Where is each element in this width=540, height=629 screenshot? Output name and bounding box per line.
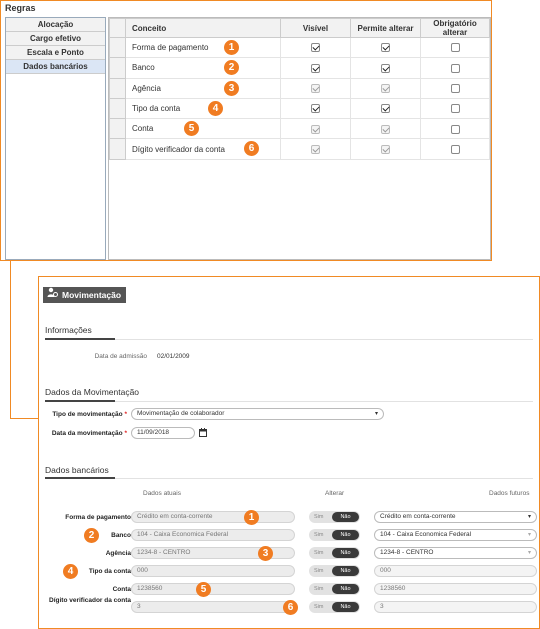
concept-cell xyxy=(126,78,281,98)
concept-cell xyxy=(126,139,281,159)
data-movimentacao-label: Data da movimentação * xyxy=(51,430,127,437)
current-value: 000 xyxy=(137,567,148,574)
obrigatorio-alterar-checkbox[interactable] xyxy=(451,84,460,93)
bank-field-label: Tipo da conta xyxy=(88,568,131,575)
toggle-sim[interactable]: Sim xyxy=(314,514,324,520)
row-number-cell xyxy=(110,58,126,78)
visivel-cell xyxy=(281,58,351,78)
permite-alterar-cell xyxy=(351,78,421,98)
permite-alterar-checkbox xyxy=(381,145,390,154)
section-divider xyxy=(45,478,533,479)
rules-table-row xyxy=(110,58,490,78)
toggle-nao[interactable]: Não xyxy=(332,512,359,522)
current-value: 1234-8 - CENTRO xyxy=(137,549,191,556)
alterar-toggle[interactable] xyxy=(309,565,360,577)
future-value: 000 xyxy=(380,567,391,574)
future-value-select[interactable] xyxy=(374,529,537,541)
step-badge: 2 xyxy=(84,528,99,543)
current-value-field xyxy=(131,601,295,613)
dropdown-caret-icon: ▾ xyxy=(527,550,531,556)
visivel-checkbox xyxy=(311,125,320,134)
alterar-toggle[interactable] xyxy=(309,511,360,523)
dropdown-caret-icon: ▾ xyxy=(527,514,531,520)
visivel-cell xyxy=(281,119,351,139)
row-number-cell xyxy=(110,119,126,139)
future-value-field xyxy=(374,601,537,613)
rules-table-row xyxy=(110,139,490,159)
toggle-nao[interactable]: Não xyxy=(332,566,359,576)
obrigatorio-alterar-cell xyxy=(421,98,490,118)
column-header-visivel[interactable]: Visível xyxy=(281,19,351,38)
obrigatorio-alterar-cell xyxy=(421,58,490,78)
step-badge: 4 xyxy=(63,564,78,579)
bank-field-label: Conta xyxy=(112,586,131,593)
dropdown-caret-icon: ▾ xyxy=(527,532,531,538)
concept-label: Conta xyxy=(132,124,154,134)
future-value: Crédito em conta-corrente xyxy=(380,513,456,520)
bank-field-label: Forma de pagamento xyxy=(65,514,131,521)
obrigatorio-alterar-checkbox[interactable] xyxy=(451,64,460,73)
step-badge: 4 xyxy=(208,101,223,116)
rules-table-row xyxy=(110,78,490,98)
alterar-toggle[interactable] xyxy=(309,529,360,541)
current-value: 104 - Caixa Economica Federal xyxy=(137,531,229,538)
movimentacao-tab[interactable] xyxy=(43,287,126,303)
column-label-alterar: Alterar xyxy=(325,490,345,497)
toggle-sim[interactable]: Sim xyxy=(314,550,324,556)
section-title-dados-bancarios: Dados bancários xyxy=(45,465,109,475)
tipo-movimentacao-select[interactable]: Movimentação de colaborador ▾ xyxy=(131,408,384,420)
permite-alterar-cell xyxy=(351,119,421,139)
permite-alterar-checkbox xyxy=(381,84,390,93)
toggle-sim[interactable]: Sim xyxy=(314,586,324,592)
current-value-field xyxy=(131,583,295,595)
toggle-nao[interactable]: Não xyxy=(332,548,359,558)
section-title-informacoes: Informações xyxy=(45,325,92,335)
future-value: 104 - Caixa Economica Federal xyxy=(380,531,472,538)
visivel-cell xyxy=(281,139,351,159)
alterar-toggle[interactable] xyxy=(309,601,360,613)
obrigatorio-alterar-checkbox[interactable] xyxy=(451,145,460,154)
row-number-cell xyxy=(110,78,126,98)
visivel-checkbox[interactable] xyxy=(311,43,320,52)
section-divider xyxy=(45,401,533,402)
column-label-dados-atuais: Dados atuais xyxy=(143,490,181,497)
bank-field-label: Banco xyxy=(111,532,131,539)
sidebar-item-alocacao[interactable]: Alocação xyxy=(6,18,105,32)
toggle-nao[interactable]: Não xyxy=(332,530,359,540)
current-value: Crédito em conta-corrente xyxy=(137,513,213,520)
column-header-conceito[interactable]: Conceito xyxy=(126,19,281,38)
concept-label: Banco xyxy=(132,63,155,73)
concept-cell xyxy=(126,58,281,78)
step-badge: 1 xyxy=(244,510,259,525)
data-movimentacao-input[interactable]: 11/09/2018 xyxy=(131,427,195,439)
admission-date-label: Data de admissão xyxy=(94,353,147,360)
rules-table xyxy=(108,17,491,260)
sidebar-item-cargo-efetivo[interactable]: Cargo efetivo xyxy=(6,32,105,46)
toggle-nao[interactable]: Não xyxy=(332,602,359,612)
permite-alterar-checkbox xyxy=(381,125,390,134)
toggle-nao[interactable]: Não xyxy=(332,584,359,594)
rules-title: Regras xyxy=(5,3,36,13)
concept-label: Tipo da conta xyxy=(132,104,181,114)
permite-alterar-cell xyxy=(351,139,421,159)
rules-table-row xyxy=(110,38,490,58)
movimentacao-title: Movimentação xyxy=(62,290,122,300)
step-badge: 5 xyxy=(196,582,211,597)
bank-field-label: Dígito verificador da conta xyxy=(49,597,131,604)
obrigatorio-alterar-cell xyxy=(421,38,490,58)
obrigatorio-alterar-cell xyxy=(421,139,490,159)
obrigatorio-alterar-checkbox[interactable] xyxy=(451,43,460,52)
permite-alterar-checkbox[interactable] xyxy=(381,64,390,73)
alterar-toggle[interactable] xyxy=(309,547,360,559)
section-divider xyxy=(45,339,533,340)
permite-alterar-cell xyxy=(351,38,421,58)
permite-alterar-cell xyxy=(351,98,421,118)
concept-label: Forma de pagamento xyxy=(132,43,209,53)
row-number-header xyxy=(110,19,126,38)
visivel-checkbox xyxy=(311,145,320,154)
step-badge: 2 xyxy=(224,60,239,75)
concept-cell xyxy=(126,119,281,139)
admission-date-value: 02/01/2009 xyxy=(157,353,190,360)
concept-cell xyxy=(126,38,281,58)
column-header-obrigatorio-alterar[interactable]: Obrigatório alterar xyxy=(421,19,490,38)
current-value: 3 xyxy=(137,603,141,610)
people-settings-icon xyxy=(47,287,58,303)
obrigatorio-alterar-checkbox[interactable] xyxy=(451,125,460,134)
step-badge: 1 xyxy=(224,40,239,55)
calendar-icon[interactable] xyxy=(199,428,207,439)
toggle-sim[interactable]: Sim xyxy=(314,604,324,610)
connector-line xyxy=(10,261,11,419)
rules-sidebar xyxy=(5,17,106,260)
dropdown-caret-icon: ▾ xyxy=(374,411,378,417)
bank-field-label: Agência xyxy=(105,550,131,557)
visivel-cell xyxy=(281,78,351,98)
concept-label: Agência xyxy=(132,83,161,93)
permite-alterar-cell xyxy=(351,58,421,78)
permite-alterar-checkbox[interactable] xyxy=(381,104,390,113)
section-title-dados-movimentacao: Dados da Movimentação xyxy=(45,387,140,397)
step-badge: 5 xyxy=(184,121,199,136)
alterar-toggle[interactable] xyxy=(309,583,360,595)
step-badge: 6 xyxy=(283,600,298,615)
toggle-sim[interactable]: Sim xyxy=(314,568,324,574)
current-value-field xyxy=(131,565,295,577)
obrigatorio-alterar-cell xyxy=(421,78,490,98)
visivel-checkbox xyxy=(311,84,320,93)
toggle-sim[interactable]: Sim xyxy=(314,532,324,538)
obrigatorio-alterar-cell xyxy=(421,119,490,139)
visivel-checkbox[interactable] xyxy=(311,64,320,73)
current-value-field xyxy=(131,529,295,541)
visivel-cell xyxy=(281,38,351,58)
tipo-movimentacao-label: Tipo de movimentação * xyxy=(52,411,127,418)
step-badge: 6 xyxy=(244,141,259,156)
future-value: 1234-8 - CENTRO xyxy=(380,549,434,556)
column-label-dados-futuros: Dados futuros xyxy=(489,490,530,497)
future-value-field xyxy=(374,583,537,595)
concept-label: Dígito verificador da conta xyxy=(132,144,225,154)
future-value: 1238560 xyxy=(380,585,406,592)
rules-table-row xyxy=(110,98,490,118)
permite-alterar-checkbox[interactable] xyxy=(381,43,390,52)
obrigatorio-alterar-checkbox[interactable] xyxy=(451,104,460,113)
row-number-cell xyxy=(110,38,126,58)
current-value: 1238560 xyxy=(137,585,163,592)
current-value-field xyxy=(131,511,295,523)
future-value-field xyxy=(374,565,537,577)
step-badge: 3 xyxy=(258,546,273,561)
future-value: 3 xyxy=(380,603,384,610)
rules-panel xyxy=(0,0,492,261)
visivel-cell xyxy=(281,98,351,118)
connector-line xyxy=(10,418,39,419)
sidebar-item-escala-ponto[interactable]: Escala e Ponto xyxy=(6,46,105,60)
row-number-cell xyxy=(110,139,126,159)
rules-table-header xyxy=(110,19,490,38)
rules-table-row xyxy=(110,119,490,139)
future-value-select[interactable] xyxy=(374,547,537,559)
row-number-cell xyxy=(110,98,126,118)
visivel-checkbox[interactable] xyxy=(311,104,320,113)
future-value-select[interactable] xyxy=(374,511,537,523)
movimentacao-panel xyxy=(38,276,540,629)
column-header-permite-alterar[interactable]: Permite alterar xyxy=(351,19,421,38)
sidebar-item-dados-bancarios[interactable]: Dados bancários xyxy=(6,60,105,74)
concept-cell xyxy=(126,98,281,118)
step-badge: 3 xyxy=(224,81,239,96)
